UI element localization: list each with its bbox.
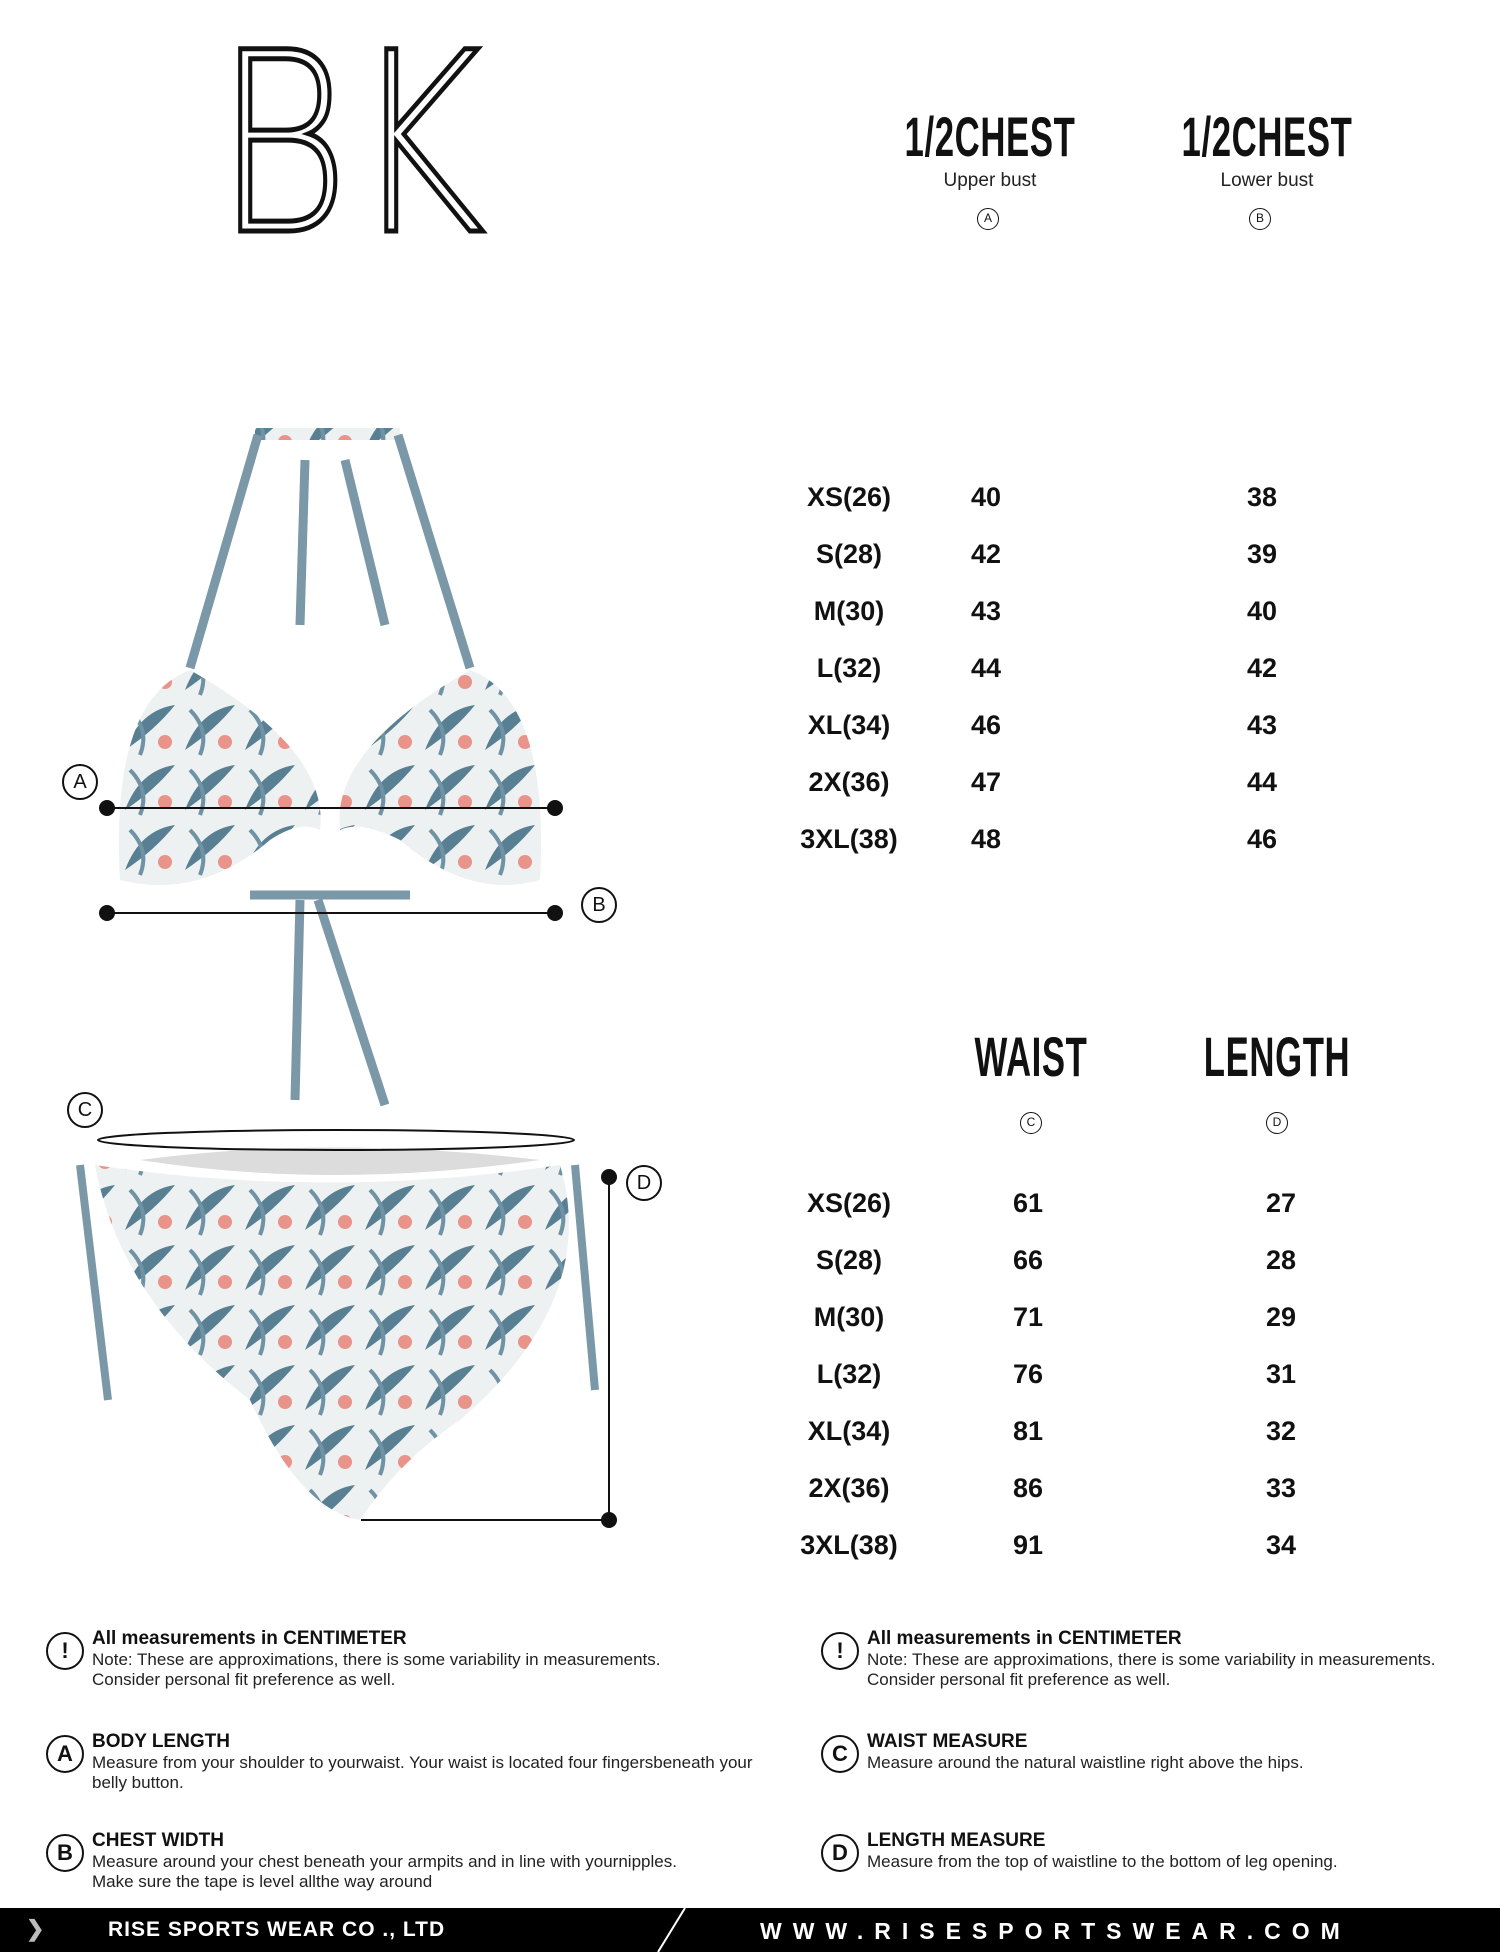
size-label: 3XL(38)	[800, 824, 898, 854]
note-title: All measurements in CENTIMETER	[92, 1628, 407, 1649]
measurement-value: 61	[1012, 1188, 1044, 1218]
footer-bar	[0, 1908, 1500, 1952]
size-label: S(28)	[815, 1245, 883, 1275]
measurement-value: 66	[1012, 1245, 1044, 1275]
measurement-value: 76	[1012, 1359, 1044, 1389]
note-text: Note: These are approximations, there is some variability in measurements.	[92, 1650, 661, 1669]
note-item	[46, 1731, 753, 1793]
measurement-value: 40	[1246, 596, 1278, 626]
note-text: Consider personal fit preference as well.	[92, 1670, 396, 1689]
note-item	[46, 1628, 661, 1690]
note-icon: A	[46, 1735, 84, 1773]
measurement-value: 86	[1012, 1473, 1044, 1503]
brand-logo: BK	[215, 0, 487, 290]
marker-a: A	[977, 208, 999, 230]
measurement-value: 28	[1265, 1245, 1297, 1275]
note-text: Note: These are approximations, there is some variability in measurements.	[867, 1650, 1436, 1669]
size-label: L(32)	[816, 1359, 882, 1389]
note-text: Measure from the top of waistline to the bottom of leg opening.	[867, 1852, 1338, 1871]
size-label: XS(26)	[806, 482, 892, 512]
measurement-value: 38	[1246, 482, 1278, 512]
note-text: Measure around the natural waistline right above the hips.	[867, 1753, 1304, 1772]
measurement-value: 42	[1246, 653, 1278, 683]
note-icon: B	[46, 1834, 84, 1872]
measurement-value: 33	[1265, 1473, 1297, 1503]
measurement-value: 47	[970, 767, 1002, 797]
diagram-marker-c: C	[67, 1092, 103, 1128]
company-name: RISE SPORTS WEAR CO ., LTD	[108, 1918, 446, 1941]
note-title: All measurements in CENTIMETER	[867, 1628, 1182, 1649]
measurement-value: 71	[1012, 1302, 1044, 1332]
footer-divider	[650, 1908, 690, 1952]
note-icon: C	[821, 1735, 859, 1773]
subtitle-upper-bust: Upper bust	[943, 170, 1037, 191]
size-label: 2X(36)	[808, 767, 890, 797]
bikini-top	[119, 428, 541, 1105]
bikini-bottom	[80, 1148, 595, 1521]
note-text: Make sure the tape is level allthe way around	[92, 1872, 433, 1891]
size-label: XL(34)	[807, 1416, 891, 1446]
note-title: BODY LENGTH	[92, 1731, 230, 1752]
measurement-value: 44	[970, 653, 1002, 683]
diagram-marker-b: B	[581, 887, 617, 923]
size-label: XL(34)	[807, 710, 891, 740]
size-label: L(32)	[816, 653, 882, 683]
note-item	[821, 1731, 1304, 1773]
size-label: S(28)	[815, 539, 883, 569]
measurement-value: 81	[1012, 1416, 1044, 1446]
header-waist: WAIST	[974, 1025, 1088, 1088]
bikini-diagram	[0, 400, 700, 1550]
size-label: 2X(36)	[808, 1473, 890, 1503]
note-title: WAIST MEASURE	[867, 1731, 1028, 1752]
measurement-value: 43	[970, 596, 1002, 626]
measurement-value: 39	[1246, 539, 1278, 569]
measurement-value: 27	[1265, 1188, 1297, 1218]
measurement-value: 29	[1265, 1302, 1297, 1332]
size-label: M(30)	[813, 596, 885, 626]
marker-c: C	[1020, 1112, 1042, 1134]
note-item	[821, 1628, 1436, 1690]
note-item	[46, 1830, 677, 1892]
size-label: 3XL(38)	[800, 1530, 898, 1560]
brand-chevron-icon: ❯	[26, 1916, 45, 1941]
measurement-value: 40	[970, 482, 1002, 512]
marker-d: D	[1266, 1112, 1288, 1134]
size-label: XS(26)	[806, 1188, 892, 1218]
note-text: Consider personal fit preference as well.	[867, 1670, 1171, 1689]
measurement-value: 46	[1246, 824, 1278, 854]
note-icon: !	[46, 1632, 84, 1670]
note-icon: D	[821, 1834, 859, 1872]
measurement-value: 31	[1265, 1359, 1297, 1389]
website-link[interactable]: WWW.RISESPORTSWEAR.COM	[760, 1918, 1351, 1944]
marker-b: B	[1249, 208, 1271, 230]
diagram-marker-a: A	[62, 764, 98, 800]
note-item	[821, 1830, 1338, 1872]
subtitle-lower-bust: Lower bust	[1220, 170, 1314, 191]
note-icon: !	[821, 1632, 859, 1670]
header-length: LENGTH	[1203, 1025, 1351, 1088]
diagram-marker-d: D	[626, 1165, 662, 1201]
header-upper-chest: 1/2CHEST	[904, 105, 1076, 168]
measurement-value: 43	[1246, 710, 1278, 740]
header-lower-chest: 1/2CHEST	[1181, 105, 1353, 168]
note-text: Measure from your shoulder to yourwaist. Your waist is located four fingersbeneath your	[92, 1753, 753, 1772]
note-title: LENGTH MEASURE	[867, 1830, 1046, 1851]
measurement-value: 34	[1265, 1530, 1297, 1560]
note-text: belly button.	[92, 1773, 184, 1792]
measurement-value: 46	[970, 710, 1002, 740]
measurement-value: 42	[970, 539, 1002, 569]
measurement-value: 44	[1246, 767, 1278, 797]
size-label: M(30)	[813, 1302, 885, 1332]
measurement-value: 48	[970, 824, 1002, 854]
note-text: Measure around your chest beneath your armpits and in line with yournipples.	[92, 1852, 677, 1871]
measurement-value: 32	[1265, 1416, 1297, 1446]
measurement-value: 91	[1012, 1530, 1044, 1560]
note-title: CHEST WIDTH	[92, 1830, 224, 1851]
